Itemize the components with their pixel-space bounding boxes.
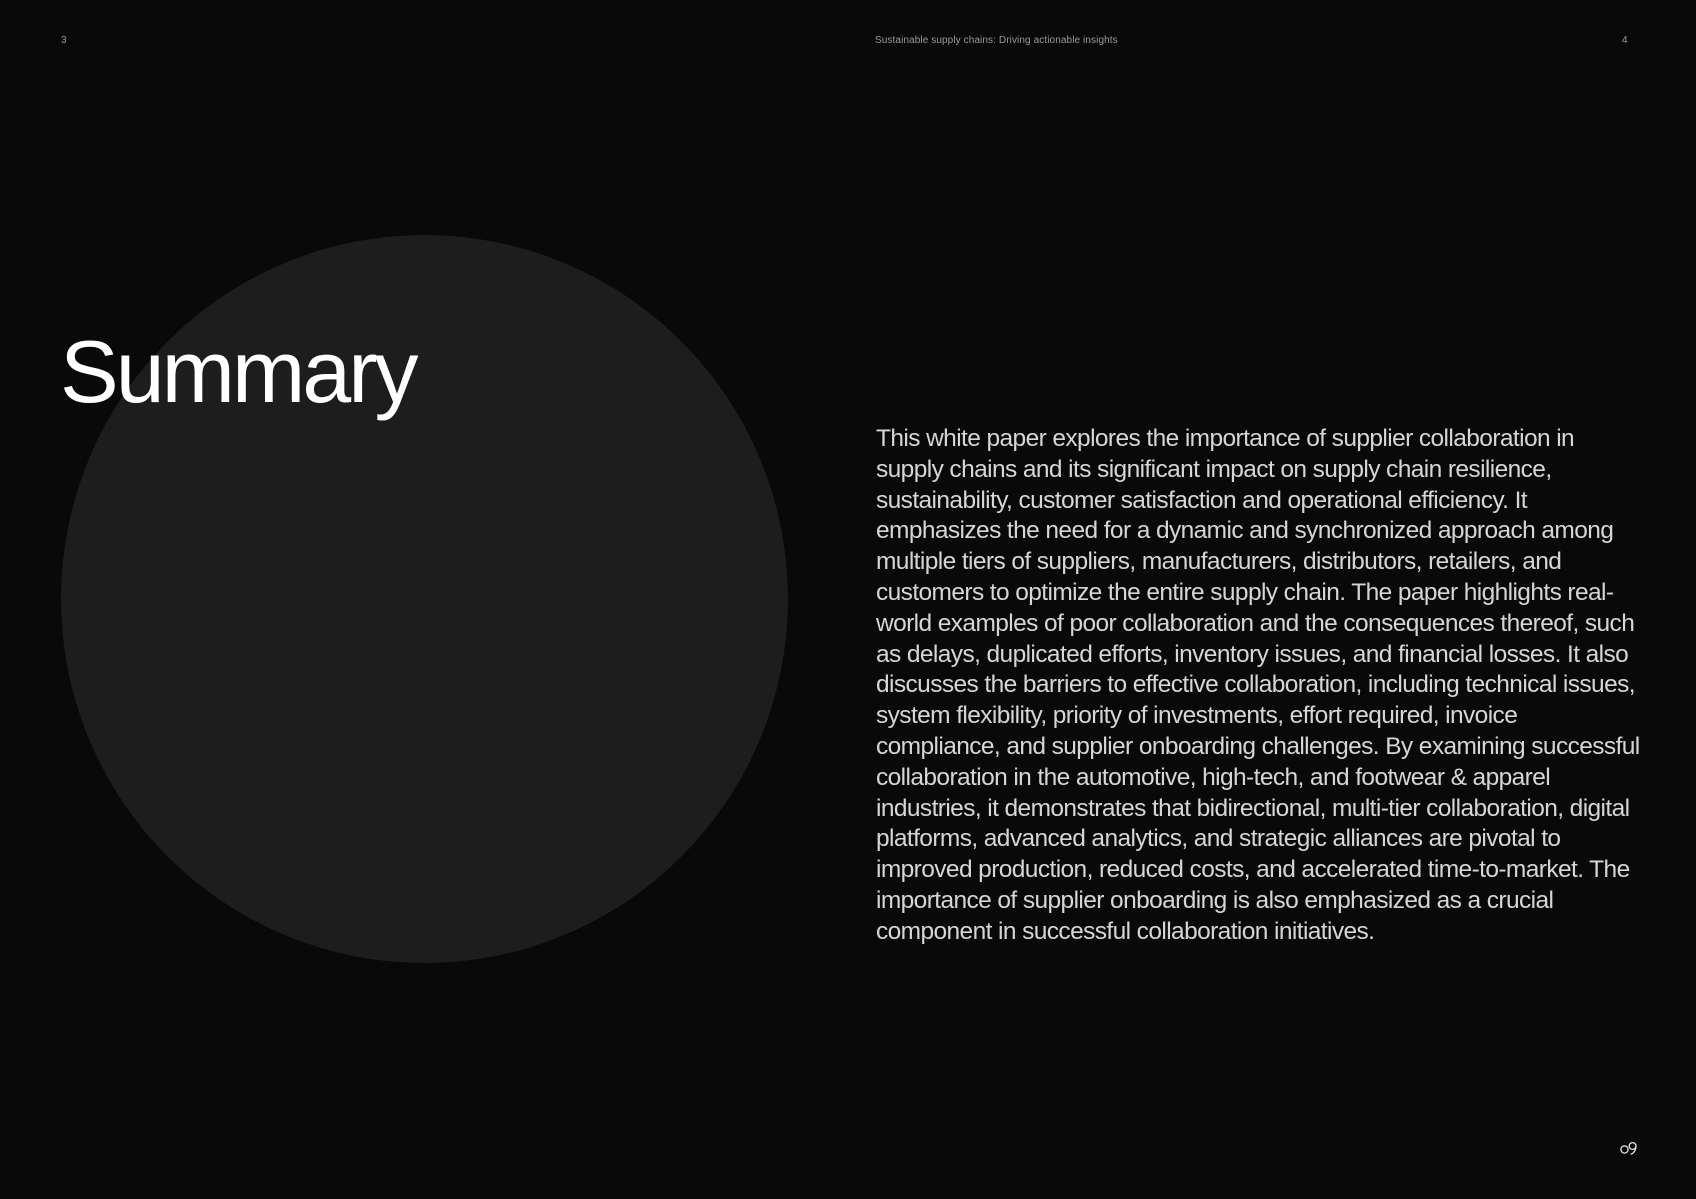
summary-paragraph: This white paper explores the importance of supplier collaboration in supply chains and its significant impact on supply chain resilience, sustainability, customer satisfaction and operational efficiency. It emphasizes the need for a dynamic and synchronized approach among multiple tiers of suppliers, manufacturers, distributors, retailers, and customers to optimize the entire supply chain. The paper highlights real-world examples of poor collaboration and the consequences thereof, such as delays, duplicated efforts, inventory issues, and financial losses. It also discusses the barriers to effective collaboration, including technical issues, system flexibility, priority of investments, effort required, invoice compliance, and supplier onboarding challenges. By examining successful collaboration in the automotive, high-tech, and footwear & apparel industries, it demonstrates that bidirectional, multi-tier collaboration, digital platforms, advanced analytics, and strategic alliances are pivotal to improved production, reduced costs, and accelerated time-to-market. The importance of supplier onboarding is also emphasized as a crucial component in successful collaboration initiatives. [876, 425, 1640, 945]
o9-logo-icon [1620, 1141, 1638, 1155]
left-page-number: 3 [61, 35, 67, 46]
section-title: Summary [60, 322, 416, 421]
right-page-number: 4 [1622, 35, 1628, 46]
running-header-title: Sustainable supply chains: Driving actionable insights [875, 35, 1118, 46]
